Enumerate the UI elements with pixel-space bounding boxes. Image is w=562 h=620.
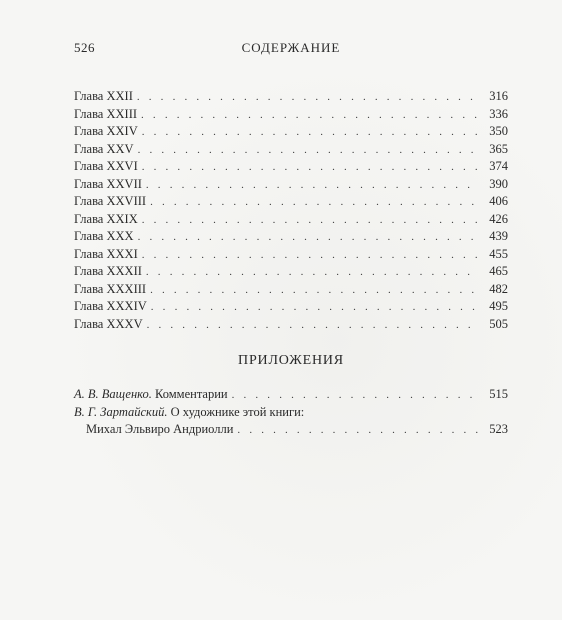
appendix-entry-title: Комментарии xyxy=(151,387,228,401)
toc-entry-label: Глава XXIV xyxy=(74,124,138,138)
toc-entry-page: 374 xyxy=(489,159,508,173)
appendix-entry-page: 523 xyxy=(489,422,508,436)
toc-entry-page: 482 xyxy=(489,281,508,296)
toc-entry xyxy=(74,316,508,334)
dot-leader xyxy=(151,299,478,317)
toc-entry xyxy=(74,211,508,229)
toc-entry-page: 350 xyxy=(489,124,508,138)
toc-entry-label: Глава XXXI xyxy=(74,246,138,261)
toc-entry xyxy=(74,281,508,299)
table-of-contents xyxy=(74,88,508,333)
appendix-entry xyxy=(74,404,508,422)
running-head xyxy=(74,40,508,58)
appendix-list xyxy=(74,386,508,439)
toc-entry-page: 336 xyxy=(489,106,508,121)
dot-leader xyxy=(142,159,478,177)
toc-entry-label: Глава XXXIII xyxy=(74,281,147,296)
toc-entry-label: Глава XXXII xyxy=(74,264,142,278)
dot-leader xyxy=(232,387,478,405)
toc-entry-label: Глава XXVIII xyxy=(74,194,147,208)
dot-leader xyxy=(147,317,478,335)
toc-entry-page: 495 xyxy=(489,299,508,313)
dot-leader xyxy=(150,194,478,212)
toc-entry xyxy=(74,298,508,316)
appendix-entry-label xyxy=(74,386,232,404)
toc-entry-page: 505 xyxy=(489,316,508,331)
appendix-entry-author: В. Г. Зартайский. xyxy=(74,404,168,419)
toc-entry xyxy=(74,193,508,211)
dot-leader xyxy=(142,124,478,142)
toc-entry xyxy=(74,123,508,141)
toc-entry-label: Глава XXXIV xyxy=(74,299,147,313)
appendix-entry-author: А. В. Ващенко. xyxy=(74,387,152,401)
toc-entry xyxy=(74,176,508,194)
appendix-entry-continuation-text: Михал Эльвиро Андриолли xyxy=(86,422,234,436)
dot-leader xyxy=(138,142,478,160)
dot-leader xyxy=(138,229,478,247)
appendix-entry-page: 515 xyxy=(489,387,508,401)
dot-leader xyxy=(237,422,478,440)
page-number: 526 xyxy=(74,40,95,55)
toc-entry-page: 455 xyxy=(489,246,508,261)
appendix-heading: ПРИЛОЖЕНИЯ xyxy=(238,353,344,368)
dot-leader xyxy=(141,107,478,125)
toc-entry xyxy=(74,106,508,124)
toc-entry-label: Глава XXVII xyxy=(74,176,142,191)
appendix-entry-continuation xyxy=(74,421,508,439)
dot-leader xyxy=(146,177,478,195)
toc-entry-page: 406 xyxy=(489,194,508,208)
toc-entry-label: Глава XXVI xyxy=(74,159,138,173)
dot-leader xyxy=(150,282,478,300)
dot-leader xyxy=(142,212,478,230)
appendix-entry-label xyxy=(74,404,308,422)
toc-entry xyxy=(74,246,508,264)
toc-entry-label: Глава XXXV xyxy=(74,316,143,331)
toc-entry-page: 465 xyxy=(489,264,508,278)
toc-entry-label: Глава XXIX xyxy=(74,211,138,226)
dot-leader xyxy=(137,89,478,107)
toc-entry-label: Глава XXX xyxy=(74,229,134,243)
toc-entry-page: 316 xyxy=(489,89,508,103)
toc-entry xyxy=(74,158,508,176)
toc-entry-page: 426 xyxy=(489,211,508,226)
toc-entry-page: 365 xyxy=(489,141,508,156)
appendix-entry xyxy=(74,386,508,404)
toc-entry-page: 390 xyxy=(489,176,508,191)
toc-entry-label: Глава XXII xyxy=(74,89,133,103)
toc-entry xyxy=(74,141,508,159)
appendix-entry-title: О художнике этой книги: xyxy=(167,404,305,419)
toc-entry xyxy=(74,263,508,281)
toc-entry xyxy=(74,228,508,246)
toc-entry-label: Глава XXV xyxy=(74,141,134,156)
dot-leader xyxy=(146,264,478,282)
toc-entry xyxy=(74,88,508,106)
section-title: СОДЕРЖАНИЕ xyxy=(241,40,341,55)
dot-leader xyxy=(142,247,478,265)
toc-entry-page: 439 xyxy=(489,229,508,243)
toc-entry-label: Глава XXIII xyxy=(74,106,138,121)
